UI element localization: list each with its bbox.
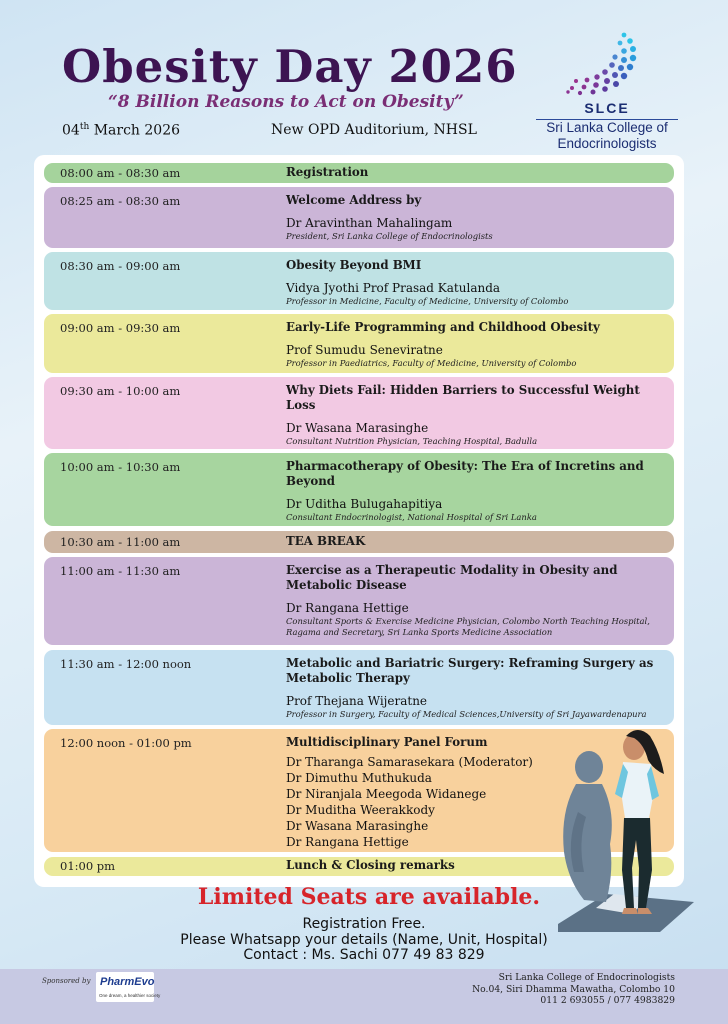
dotted-arc-icon bbox=[532, 30, 682, 100]
session-time: 08:30 am - 09:00 am bbox=[60, 259, 181, 273]
schedule-row-bariatric-surgery bbox=[44, 650, 674, 725]
panelist: Dr Niranjala Meegoda Widanege bbox=[286, 787, 487, 801]
schedule-row-diets-fail bbox=[44, 377, 674, 449]
sponsor-logo bbox=[96, 972, 161, 1002]
schedule-row-pharmacotherapy bbox=[44, 453, 674, 526]
speaker-affiliation: Professor in Surgery, Faculty of Medical Sciences,University of Sri Jayawardenapura bbox=[286, 709, 647, 719]
speaker-name: Dr Rangana Hettige bbox=[286, 601, 409, 615]
session-title: TEA BREAK bbox=[286, 534, 366, 548]
session-title: Why Diets Fail: Hidden Barriers to Successful Weight Loss bbox=[286, 383, 640, 412]
speaker-name: Vidya Jyothi Prof Prasad Katulanda bbox=[286, 281, 501, 295]
speaker-name: Dr Aravinthan Mahalingam bbox=[286, 216, 453, 230]
speaker-affiliation: Consultant Endocrinologist, National Hospital of Sri Lanka bbox=[286, 512, 537, 522]
session-time: 11:30 am - 12:00 noon bbox=[60, 657, 192, 671]
schedule-row-exercise bbox=[44, 557, 674, 645]
speaker-affiliation: President, Sri Lanka College of Endocrinologists bbox=[286, 231, 493, 241]
session-time: 01:00 pm bbox=[60, 859, 116, 873]
session-title: Obesity Beyond BMI bbox=[286, 258, 422, 272]
logo-name-line1: Sri Lanka College of bbox=[546, 120, 668, 135]
session-title: Welcome Address by bbox=[286, 193, 422, 207]
session-title: Metabolic and Bariatric Surgery: Reframing Surgery as Metabolic Therapy bbox=[286, 656, 654, 685]
session-time: 10:00 am - 10:30 am bbox=[60, 460, 181, 474]
page-title: Obesity Day 2026 bbox=[62, 40, 518, 93]
schedule-row-obesity-bmi bbox=[44, 252, 674, 310]
session-time: 09:00 am - 09:30 am bbox=[60, 321, 181, 335]
session-time: 08:25 am - 08:30 am bbox=[60, 194, 181, 208]
panelist: Dr Muditha Weerakkody bbox=[286, 803, 435, 817]
session-title: Registration bbox=[286, 165, 369, 179]
footer bbox=[0, 969, 728, 1024]
whatsapp-instruction: Please Whatsapp your details (Name, Unit, Hospital) bbox=[180, 932, 548, 948]
slce-logo bbox=[532, 30, 682, 152]
session-title: Early-Life Programming and Childhood Obesity bbox=[286, 320, 600, 334]
speaker-name: Dr Uditha Bulugahapitiya bbox=[286, 497, 443, 511]
sponsor-name: PharmEvo bbox=[100, 976, 155, 988]
footer-org-name: Sri Lanka College of Endocrinologists bbox=[498, 972, 675, 983]
speaker-affiliation: Consultant Sports & Exercise Medicine Physician, Colombo North Teaching Hospital, Ragama and Secretary, Sri Lanka Sports Medicine Association bbox=[286, 616, 650, 637]
session-time: 11:00 am - 11:30 am bbox=[60, 564, 181, 578]
session-time: 10:30 am - 11:00 am bbox=[60, 535, 181, 549]
session-title: Exercise as a Therapeutic Modality in Obesity and Metabolic Disease bbox=[286, 563, 618, 592]
sponsor-tagline: One dream, a healthier society bbox=[99, 993, 161, 998]
panelist: Dr Tharanga Samarasekara (Moderator) bbox=[286, 755, 533, 769]
panelist: Dr Dimuthu Muthukuda bbox=[286, 771, 432, 785]
session-title: Multidisciplinary Panel Forum bbox=[286, 735, 488, 749]
session-title: Lunch & Closing remarks bbox=[286, 858, 455, 872]
footer-address: No.04, Siri Dhamma Mawatha, Colombo 10 bbox=[472, 983, 675, 995]
schedule-row-registration bbox=[44, 163, 674, 183]
schedule-row-childhood-obesity bbox=[44, 314, 674, 373]
event-venue: New OPD Auditorium, NHSL bbox=[271, 122, 477, 138]
session-time: 08:00 am - 08:30 am bbox=[60, 166, 181, 180]
org-address-block bbox=[472, 972, 675, 1007]
panelist: Dr Rangana Hettige bbox=[286, 835, 409, 849]
footer-phone: 011 2 693055 / 077 4983829 bbox=[540, 995, 675, 1006]
speaker-affiliation: Consultant Nutrition Physician, Teaching Hospital, Badulla bbox=[286, 436, 538, 446]
session-title: Pharmacotherapy of Obesity: The Era of Incretins and Beyond bbox=[286, 459, 644, 488]
logo-org-name bbox=[532, 120, 682, 152]
date-suffix: th bbox=[79, 122, 90, 132]
logo-name-line2: Endocrinologists bbox=[557, 136, 657, 151]
speaker-name: Prof Thejana Wijeratne bbox=[286, 694, 428, 708]
sponsored-by-label: Sponsored by bbox=[42, 977, 91, 985]
event-date bbox=[62, 122, 180, 139]
limited-seats-notice: Limited Seats are available. bbox=[197, 884, 541, 910]
registration-free: Registration Free. bbox=[302, 916, 426, 932]
speaker-affiliation: Professor in Paediatrics, Faculty of Medicine, University of Colombo bbox=[286, 358, 577, 368]
session-time: 12:00 noon - 01:00 pm bbox=[60, 736, 192, 750]
panelist: Dr Wasana Marasinghe bbox=[286, 819, 429, 833]
logo-abbreviation: SLCE bbox=[584, 100, 630, 116]
speaker-name: Prof Sumudu Seneviratne bbox=[286, 343, 443, 357]
speaker-affiliation: Professor in Medicine, Faculty of Medicine, University of Colombo bbox=[286, 296, 569, 306]
contact-info: Contact : Ms. Sachi 077 49 83 829 bbox=[243, 947, 485, 963]
session-time: 09:30 am - 10:00 am bbox=[60, 384, 181, 398]
date-month-year: March 2026 bbox=[89, 122, 181, 139]
speaker-name: Dr Wasana Marasinghe bbox=[286, 421, 429, 435]
schedule-row-welcome bbox=[44, 187, 674, 248]
tagline: “8 Billion Reasons to Act on Obesity” bbox=[108, 92, 464, 112]
schedule-row-tea-break bbox=[44, 531, 674, 553]
date-day: 04 bbox=[62, 122, 80, 139]
